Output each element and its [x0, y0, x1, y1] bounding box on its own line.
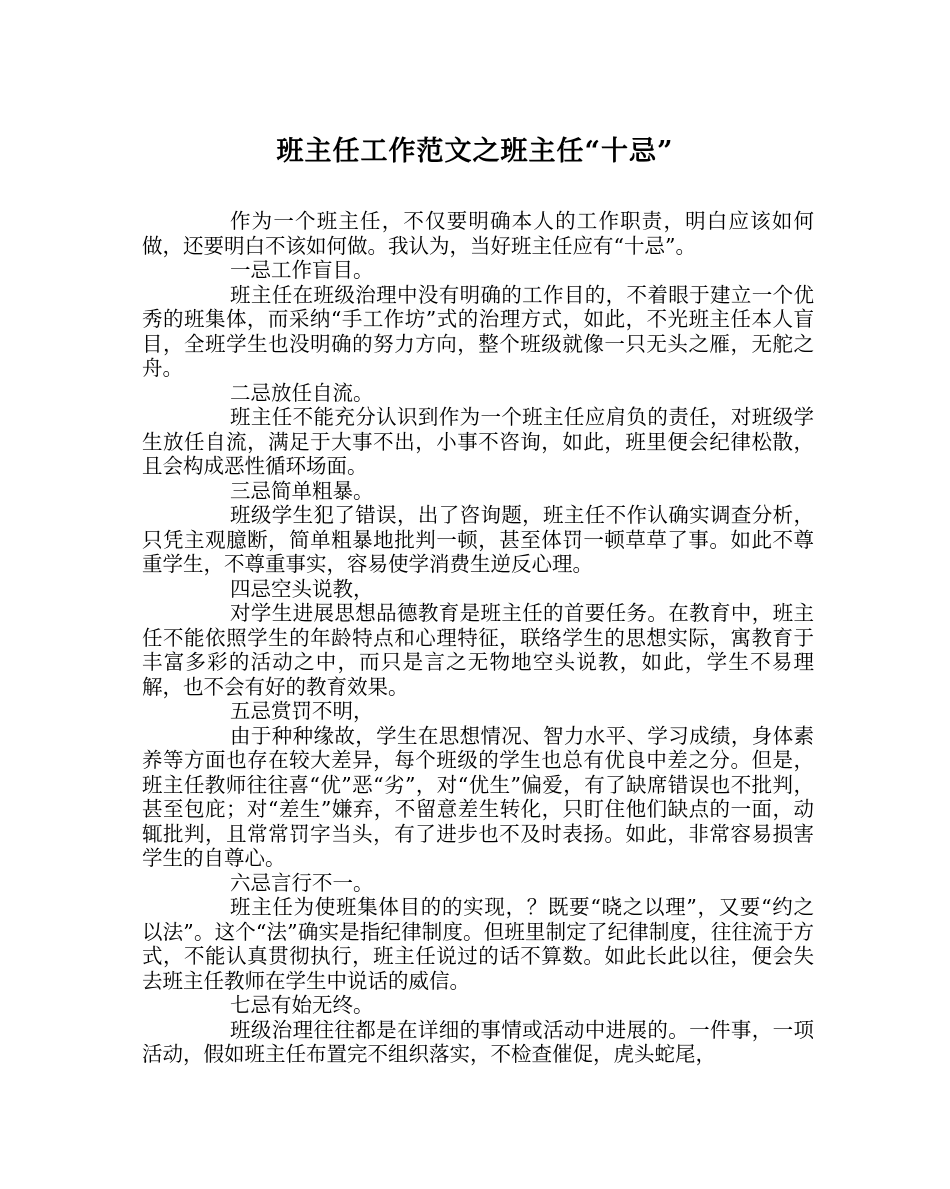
section-body-5: 由于种种缘故，学生在思想情况、智力水平、学习成绩，身体素养等方面也存在较大差异，每个班级的学生也总有优良中差之分。但是，班主任教师往往喜“优”恶“劣”，对“优生”偏爱，有了缺席错误也不批判，甚至包庇；对“差生”嫌弃，不留意差生转化，只盯住他们缺点的一面，动辄批判，且常常罚字当头，有了进步也不及时表扬。如此，非常容易损害学生的自尊心。 [142, 723, 814, 870]
section-body-1: 班主任在班级治理中没有明确的工作目的，不着眼于建立一个优秀的班集体，而采纳“手工作坊”式的治理方式，如此，不光班主任本人盲目，全班学生也没明确的努力方向，整个班级就像一只无头之雁，无舵之舟。 [142, 282, 814, 380]
section-body-6: 班主任为使班集体目的的实现，？既要“晓之以理”，又要“约之以法”。这个“法”确实是指纪律制度。但班里制定了纪律制度，往往流于方式，不能认真贯彻执行，班主任说过的话不算数。如此长此以往，便会失去班主任教师在学生中说话的威信。 [142, 895, 814, 993]
section-heading-4: 四忌空头说教， [230, 576, 374, 601]
intro-paragraph: 作为一个班主任，不仅要明确本人的工作职责，明白应该如何做，还要明白不该如何做。我认为，当好班主任应有“十忌”。 [142, 209, 814, 258]
section-heading-3: 三忌简单粗暴。 [230, 478, 374, 503]
document-title: 班主任工作范文之班主任“十忌” [276, 136, 674, 167]
section-body-3: 班级学生犯了错误，出了咨询题，班主任不作认确实调查分析，只凭主观臆断，简单粗暴地批判一顿，甚至体罚一顿草草了事。如此不尊重学生，不尊重事实，容易使学消费生逆反心理。 [142, 503, 814, 576]
section-body-7: 班级治理往往都是在详细的事情或活动中进展的。一件事，一项活动，假如班主任布置完不组织落实，不检查催促，虎头蛇尾， [142, 1017, 814, 1066]
section-body-2: 班主任不能充分认识到作为一个班主任应肩负的责任，对班级学生放任自流，满足于大事不出，小事不咨询，如此，班里便会纪律松散，且会构成恶性循环场面。 [142, 405, 814, 478]
document-body [142, 209, 814, 1067]
section-heading-5: 五忌赏罚不明， [230, 699, 374, 723]
section-body-4: 对学生进展思想品德教育是班主任的首要任务。在教育中，班主任不能依照学生的年龄特点和心理特征，联络学生的思想实际，寓教育于丰富多彩的活动之中，而只是言之无物地空头说教，如此，学生不易理解，也不会有好的教育效果。 [142, 601, 814, 699]
section-heading-7: 七忌有始无终。 [230, 993, 374, 1017]
section-heading-1: 一忌工作盲目。 [230, 258, 374, 282]
section-heading-2: 二忌放任自流。 [230, 380, 374, 405]
section-heading-6: 六忌言行不一。 [230, 870, 374, 895]
